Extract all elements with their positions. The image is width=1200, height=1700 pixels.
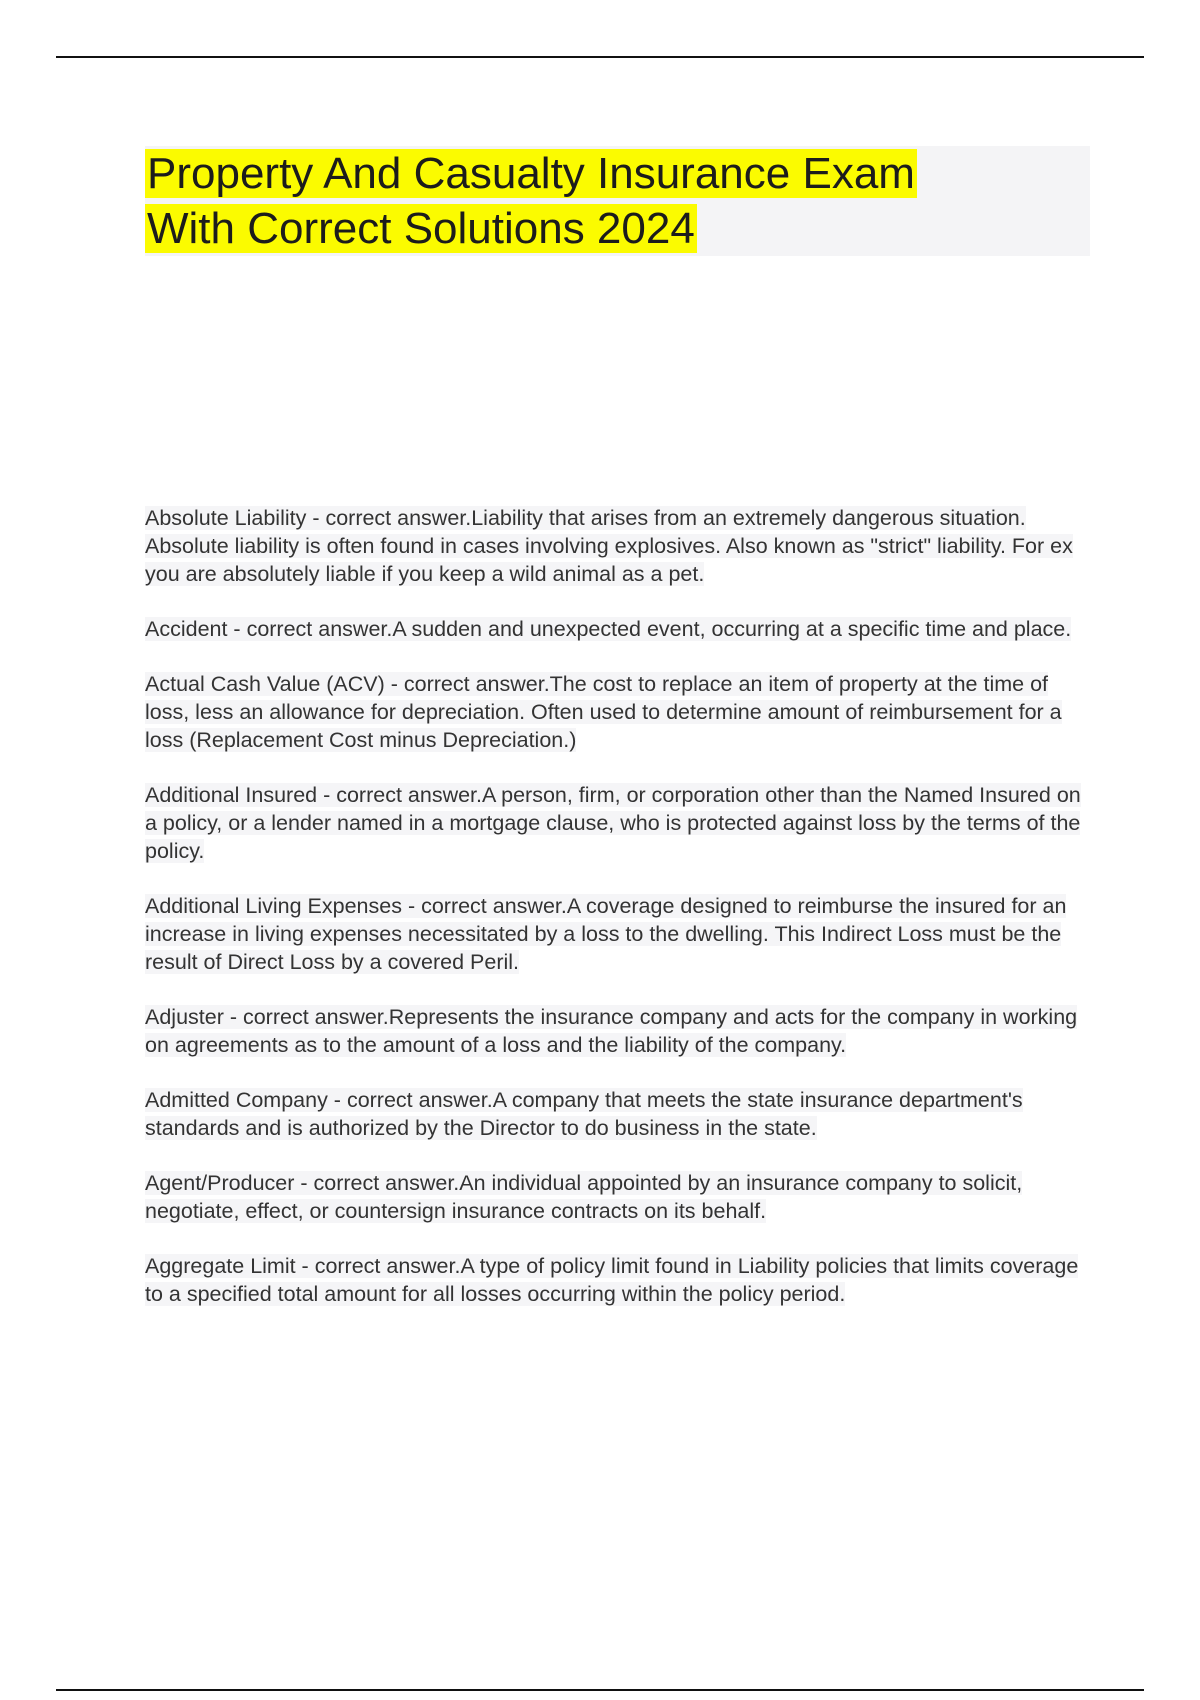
definition-entry — [145, 781, 1090, 865]
definition-entry — [145, 1252, 1090, 1308]
definition-text: Additional Insured - correct answer.A person, firm, or corporation other than the Named Insured on a policy, or a lender named in a mortgage clause, who is protected against loss by the terms of the policy. — [145, 783, 1081, 863]
definition-text: Accident - correct answer.A sudden and unexpected event, occurring at a specific time and place. — [145, 617, 1072, 641]
title-line-2: With Correct Solutions 2024 — [147, 204, 695, 253]
title-line-1: Property And Casualty Insurance Exam — [147, 149, 915, 198]
definition-entry — [145, 1086, 1090, 1142]
definition-text: Agent/Producer - correct answer.An individual appointed by an insurance company to solicit, negotiate, effect, or countersign insurance contracts on its behalf. — [145, 1171, 1023, 1223]
definition-text: Adjuster - correct answer.Represents the insurance company and acts for the company in working on agreements as to the amount of a loss and the liability of the company. — [145, 1005, 1078, 1057]
definition-text: Additional Living Expenses - correct answer.A coverage designed to reimburse the insured for an increase in living expenses necessitated by a loss to the dwelling. This Indirect Loss must be the result of Direct Loss by a covered Peril. — [145, 894, 1067, 974]
definition-entry — [145, 1169, 1090, 1225]
document-title — [145, 146, 1090, 256]
definition-entry — [145, 615, 1090, 643]
definition-entry — [145, 504, 1090, 588]
definition-entry — [145, 1003, 1090, 1059]
definition-entry — [145, 892, 1090, 976]
definition-text: Absolute Liability - correct answer.Liability that arises from an extremely dangerous situation. Absolute liability is often found in cases involving explosives. Also known as "strict" liability. For ex you are absolutely liable if you keep a wild animal as a pet. — [145, 506, 1073, 586]
title-block — [145, 146, 1090, 256]
definition-text: Admitted Company - correct answer.A company that meets the state insurance department's standards and is authorized by the Director to do business in the state. — [145, 1088, 1023, 1140]
definition-entry — [145, 670, 1090, 754]
top-rule — [56, 56, 1144, 58]
bottom-rule — [56, 1689, 1144, 1691]
definition-text: Actual Cash Value (ACV) - correct answer.The cost to replace an item of property at the time of loss, less an allowance for depreciation. Often used to determine amount of reimbursement for a loss (Replacement Cost minus Depreciation.) — [145, 672, 1062, 752]
definition-list — [145, 504, 1090, 1335]
definition-text: Aggregate Limit - correct answer.A type of policy limit found in Liability policies that limits coverage to a specified total amount for all losses occurring within the policy period. — [145, 1254, 1079, 1306]
